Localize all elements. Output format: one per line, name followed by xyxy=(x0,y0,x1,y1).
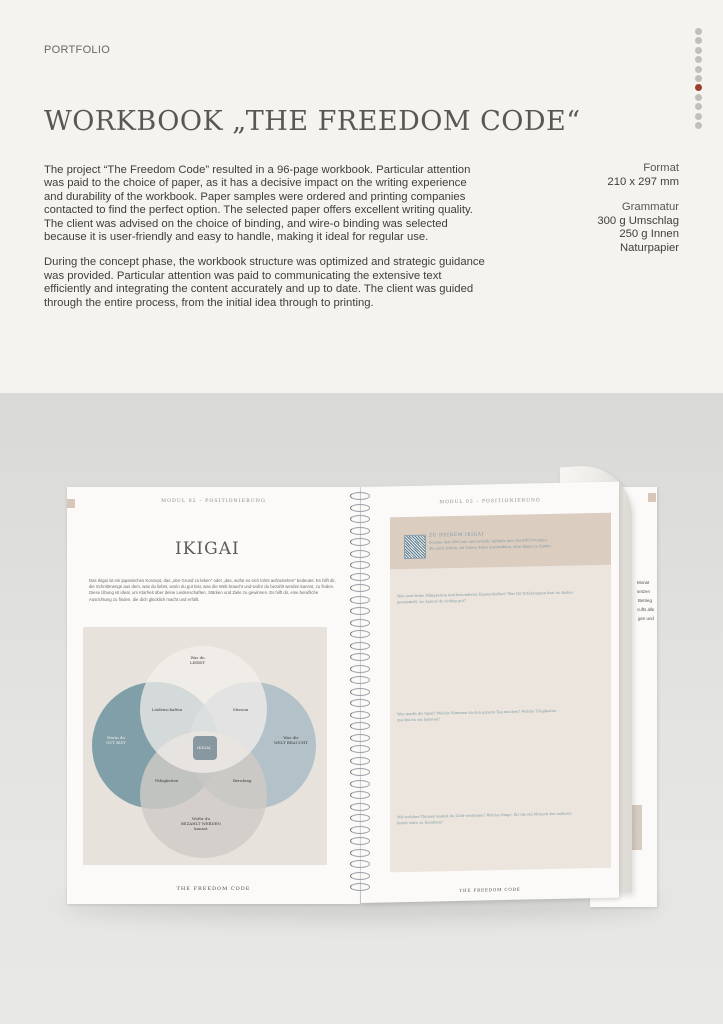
binding-coil xyxy=(350,699,370,707)
binding-coil xyxy=(350,849,370,857)
question-line: gesammelt, wo kannst du richtig gut? xyxy=(397,598,466,605)
binding-coil xyxy=(350,550,370,558)
binding-coil xyxy=(350,538,370,546)
page-dot[interactable] xyxy=(695,56,702,63)
table-fragment: gen und xyxy=(638,616,654,621)
binding-coil xyxy=(350,860,370,868)
binding-coil xyxy=(350,504,370,512)
binding-coil xyxy=(350,814,370,822)
binding-coil xyxy=(350,688,370,696)
binding-coil xyxy=(350,676,370,684)
page-tab xyxy=(648,493,656,502)
left-page xyxy=(67,487,360,904)
description-paragraph: The project “The Freedom Code” resulted in a 96-page workbook. Particular attention was paid to the choice of paper, as it has a decisive impact on the writing experience and durability of the workbook. Paper samples were ordered and printing companies contacted to find the perfect option. The selected paper offers excellent writing quality. The client was advised on the choice of binding, and wire-o binding was selected because it is user-friendly and easy to handle, making it ideal for regular use. xyxy=(44,164,473,244)
page-footer: THE FREEDOM CODE xyxy=(176,886,251,892)
section-label: PORTFOLIO xyxy=(44,44,111,56)
page-dot[interactable] xyxy=(695,84,702,91)
spec-value: 210 x 297 mm xyxy=(607,175,679,188)
prompt-box-line: die auch helfen, ihr Leben dabei anzuwählen, dein Ikigai zu finden. xyxy=(429,544,552,551)
venn-label-center: IKIGAI xyxy=(197,745,211,750)
page-title: WORKBOOK „THE FREEDOM CODE“ xyxy=(44,106,581,137)
table-fragment: Betrieg xyxy=(638,598,652,603)
page-dot[interactable] xyxy=(695,113,702,120)
page-dot[interactable] xyxy=(695,47,702,54)
binding-coil xyxy=(350,722,370,730)
venn-label-mission: Mission xyxy=(233,707,249,712)
spec-value: Naturpapier xyxy=(619,241,679,254)
binding-coil xyxy=(350,515,370,523)
binding-coil xyxy=(350,791,370,799)
table-fragment: cufts alle xyxy=(637,607,655,612)
spec-format xyxy=(597,162,679,189)
binding-coil xyxy=(350,768,370,776)
question-line: Was macht dir Spaß? Welche Stimmen du den ganzen Tag machen? Welche Tätigkeiten xyxy=(397,708,557,717)
ikigai-venn-diagram xyxy=(83,627,327,865)
page-indicator[interactable] xyxy=(695,28,703,131)
binding-coil xyxy=(350,573,370,581)
page-dot[interactable] xyxy=(695,66,702,73)
binding-coil xyxy=(350,584,370,592)
page-dot[interactable] xyxy=(695,103,702,110)
venn-label-world-needs: Was die WELT BRAUCHT xyxy=(274,735,308,745)
binding-coil xyxy=(350,883,370,891)
description-paragraph: During the concept phase, the workbook structure was optimized and strategic guidance was provided. Particular attention was paid to communicating the extensive text efficiently and integrating the content accurately and up to date. The client was guided through the entire process, from the initial idea through to printing. xyxy=(44,256,485,309)
qr-code-icon xyxy=(404,535,426,559)
page-footer: THE FREEDOM CODE xyxy=(459,886,521,893)
binding-coil xyxy=(350,837,370,845)
page-dot[interactable] xyxy=(695,122,702,129)
binding-coil xyxy=(350,527,370,535)
spec-value: 300 g Umschlag xyxy=(597,214,679,227)
page-dot[interactable] xyxy=(695,94,702,101)
binding-coil xyxy=(350,596,370,604)
binding-coil xyxy=(350,665,370,673)
binding-coil xyxy=(350,619,370,627)
binding-coil xyxy=(350,734,370,742)
binding-coil xyxy=(350,630,370,638)
spec-label: Format xyxy=(643,162,679,174)
binding-coil xyxy=(350,711,370,719)
prompt-box-line: Scanne den QR-Code und erstelle mithilfe des ChatGPT-Prompts, xyxy=(429,538,548,545)
venn-label-paid-for: Wofür du BEZAHLT WERDEN kannst xyxy=(181,816,221,831)
spec-list xyxy=(597,162,679,268)
page-dot[interactable] xyxy=(695,28,702,35)
prompt-box xyxy=(390,513,611,570)
prompt-box-title: ZU DEINEM IKIGAI xyxy=(429,532,484,539)
venn-label-passion: Leidenschaften xyxy=(152,707,183,712)
project-description xyxy=(44,164,486,322)
question-line: bereit wäre zu bezahlen? xyxy=(397,820,443,826)
binding-coil xyxy=(350,642,370,650)
table-fragment: setzen xyxy=(637,589,650,594)
right-page xyxy=(361,482,619,903)
spec-label: Grammatur xyxy=(621,201,679,214)
binding-coil xyxy=(350,780,370,788)
binding-coil xyxy=(350,757,370,765)
venn-label-profession: Fähigkeiten xyxy=(155,778,179,783)
binding-coil xyxy=(350,492,370,500)
question-line: Was sind deine Fähigkeiten und besonderen Eigenschaften? Was für Erfahrungen hast du bisher xyxy=(397,590,574,599)
binding-coil xyxy=(350,561,370,569)
binding-coil xyxy=(350,826,370,834)
worksheet-panel xyxy=(390,513,611,873)
ikigai-heading: IKIGAI xyxy=(175,539,240,559)
venn-label-good-at: Worin du GUT BIST xyxy=(106,735,126,745)
binding-coil xyxy=(350,607,370,615)
table-fragment: Monat xyxy=(637,580,650,585)
question-line: Mit welchen Themen kannst du Geld verdienen? Welche Dinge, für die ein Mensch der anderen xyxy=(397,811,572,820)
question-line: machst du am liebsten? xyxy=(397,717,441,723)
page-dot[interactable] xyxy=(695,75,702,82)
running-head: MODUL 02 – POSITIONIERUNG xyxy=(161,499,266,504)
binding-coil xyxy=(350,653,370,661)
running-head: MODUL 02 – POSITIONIERUNG xyxy=(439,498,541,506)
intro-section xyxy=(0,0,723,393)
binding-coil xyxy=(350,872,370,880)
wire-o-binding xyxy=(348,492,374,894)
venn-label-love: Was du LIEBST xyxy=(190,655,206,665)
page-dot[interactable] xyxy=(695,37,702,44)
spec-value: 250 g Innen xyxy=(619,228,679,241)
binding-coil xyxy=(350,745,370,753)
spec-grammage xyxy=(597,201,679,255)
venn-label-vocation: Berufung xyxy=(233,778,252,783)
ikigai-intro: Das Ikigai ist ein japanisches Konzept, das „den Grund zu leben“ oder „das, wofür es sich lohnt aufzustehen“ bedeutet. Es hilft dir, die Schnittmenge aus dem, was du liebst, worin du gut bist, was die Welt braucht und wofür du bezahlt werden kannst, zu finden. Diese Übung ist ideal, um Klarheit über deine Leidenschaften, Stärken und Ziele zu gewinnen. Es hilft dir, eine berufliche Ausrichtung zu finden, die dich glücklich macht und erfüllt. xyxy=(89,578,336,602)
binding-coil xyxy=(350,803,370,811)
